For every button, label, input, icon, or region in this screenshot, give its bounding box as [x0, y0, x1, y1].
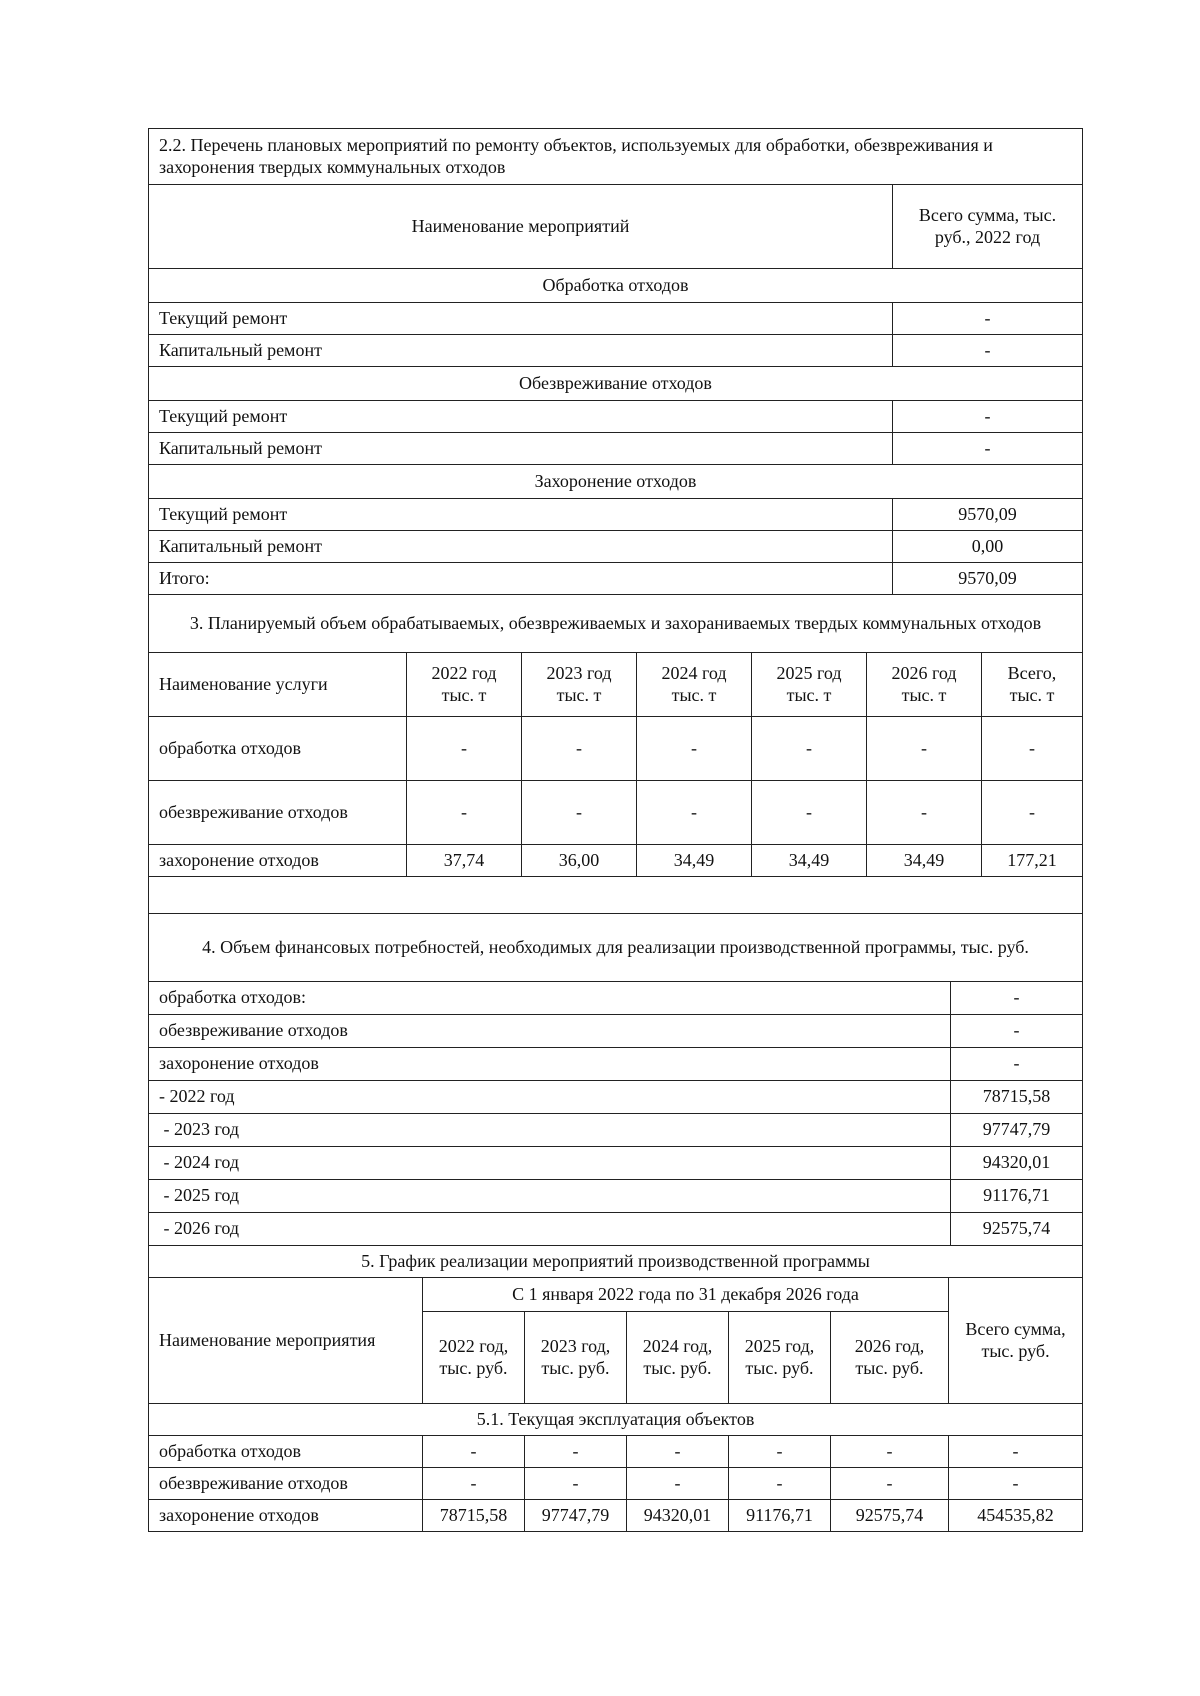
cell-value: -: [522, 781, 637, 845]
group-title: Обезвреживание отходов: [149, 367, 1083, 401]
row-name: - 2024 год: [149, 1147, 951, 1180]
total-label: Итого:: [149, 563, 893, 595]
cell-value: 91176,71: [729, 1500, 831, 1532]
cell-value: 34,49: [867, 845, 982, 877]
row-name: обезвреживание отходов: [149, 781, 407, 845]
cell-value: -: [752, 717, 867, 781]
spacer-row: [149, 877, 1083, 914]
section-title: 2.2. Перечень плановых мероприятий по ремонту объектов, используемых для обработки, обезвреживания и захоронения твердых коммунальных отходов: [149, 129, 1083, 185]
row-name: захоронение отходов: [149, 1500, 423, 1532]
row-name: Капитальный ремонт: [149, 433, 893, 465]
cell-value: -: [867, 781, 982, 845]
cell-value: -: [637, 781, 752, 845]
row-name: Капитальный ремонт: [149, 531, 893, 563]
cell-value: -: [831, 1468, 949, 1500]
column-header: 2022 год тыс. т: [407, 653, 522, 717]
period-header: С 1 января 2022 года по 31 декабря 2026 года: [423, 1278, 949, 1312]
column-header: 2026 год тыс. т: [867, 653, 982, 717]
column-header-name: Наименование мероприятий: [149, 185, 893, 269]
row-value: -: [951, 1015, 1083, 1048]
row-value: -: [893, 401, 1083, 433]
cell-value: -: [949, 1436, 1083, 1468]
row-name: обезвреживание отходов: [149, 1015, 951, 1048]
cell-value: 97747,79: [525, 1500, 627, 1532]
row-name: обработка отходов:: [149, 982, 951, 1015]
section-title: 3. Планируемый объем обрабатываемых, обезвреживаемых и захораниваемых твердых коммунальных отходов: [149, 595, 1083, 653]
year-header: 2026 год, тыс. руб.: [831, 1312, 949, 1404]
cell-value: 34,49: [752, 845, 867, 877]
row-name: Текущий ремонт: [149, 303, 893, 335]
row-name: - 2022 год: [149, 1081, 951, 1114]
cell-value: -: [752, 781, 867, 845]
cell-value: 36,00: [522, 845, 637, 877]
row-value: 97747,79: [951, 1114, 1083, 1147]
cell-value: 94320,01: [627, 1500, 729, 1532]
row-value: -: [893, 303, 1083, 335]
column-header: Всего, тыс. т: [982, 653, 1083, 717]
column-header: 2024 год тыс. т: [637, 653, 752, 717]
cell-value: -: [627, 1468, 729, 1500]
cell-value: -: [627, 1436, 729, 1468]
row-value: -: [951, 982, 1083, 1015]
cell-value: -: [831, 1436, 949, 1468]
total-value: 9570,09: [893, 563, 1083, 595]
cell-value: -: [982, 781, 1083, 845]
cell-value: -: [525, 1468, 627, 1500]
cell-value: -: [867, 717, 982, 781]
cell-value: 34,49: [637, 845, 752, 877]
cell-value: 92575,74: [831, 1500, 949, 1532]
row-name: - 2023 год: [149, 1114, 951, 1147]
cell-value: 177,21: [982, 845, 1083, 877]
row-value: -: [951, 1048, 1083, 1081]
row-value: -: [893, 335, 1083, 367]
row-value: 91176,71: [951, 1180, 1083, 1213]
cell-value: -: [949, 1468, 1083, 1500]
cell-value: -: [729, 1468, 831, 1500]
cell-value: 454535,82: [949, 1500, 1083, 1532]
cell-value: -: [729, 1436, 831, 1468]
cell-value: -: [407, 717, 522, 781]
section-title: 4. Объем финансовых потребностей, необходимых для реализации производственной программы, тыс. руб.: [149, 914, 1083, 982]
cell-value: -: [637, 717, 752, 781]
row-value: 9570,09: [893, 499, 1083, 531]
cell-value: -: [525, 1436, 627, 1468]
cell-value: -: [982, 717, 1083, 781]
schedule-table: [148, 1245, 1083, 1532]
row-value: -: [893, 433, 1083, 465]
year-header: 2025 год, тыс. руб.: [729, 1312, 831, 1404]
cell-value: -: [423, 1436, 525, 1468]
cell-value: 37,74: [407, 845, 522, 877]
year-header: 2022 год, тыс. руб.: [423, 1312, 525, 1404]
subsection-title: 5.1. Текущая эксплуатация объектов: [149, 1404, 1083, 1436]
column-header: Наименование услуги: [149, 653, 407, 717]
row-value: 0,00: [893, 531, 1083, 563]
column-header-total: Всего сумма, тыс. руб.: [949, 1278, 1083, 1404]
year-header: 2023 год, тыс. руб.: [525, 1312, 627, 1404]
cell-value: 78715,58: [423, 1500, 525, 1532]
year-header: 2024 год, тыс. руб.: [627, 1312, 729, 1404]
cell-value: -: [522, 717, 637, 781]
row-name: обезвреживание отходов: [149, 1468, 423, 1500]
row-name: - 2026 год: [149, 1213, 951, 1246]
row-name: Текущий ремонт: [149, 401, 893, 433]
finance-table: [148, 913, 1083, 1246]
document-page: [148, 128, 1082, 1532]
column-header: 2025 год тыс. т: [752, 653, 867, 717]
section-title: 5. График реализации мероприятий производственной программы: [149, 1246, 1083, 1278]
row-value: 78715,58: [951, 1081, 1083, 1114]
group-title: Обработка отходов: [149, 269, 1083, 303]
row-name: обработка отходов: [149, 717, 407, 781]
row-value: 92575,74: [951, 1213, 1083, 1246]
column-header-name: Наименование мероприятия: [149, 1278, 423, 1404]
row-name: захоронение отходов: [149, 845, 407, 877]
group-title: Захоронение отходов: [149, 465, 1083, 499]
row-value: 94320,01: [951, 1147, 1083, 1180]
repair-plan-table: [148, 128, 1083, 595]
row-name: обработка отходов: [149, 1436, 423, 1468]
row-name: Капитальный ремонт: [149, 335, 893, 367]
row-name: захоронение отходов: [149, 1048, 951, 1081]
volume-table: [148, 594, 1083, 914]
row-name: - 2025 год: [149, 1180, 951, 1213]
column-header: 2023 год тыс. т: [522, 653, 637, 717]
row-name: Текущий ремонт: [149, 499, 893, 531]
cell-value: -: [423, 1468, 525, 1500]
column-header-sum: Всего сумма, тыс. руб., 2022 год: [893, 185, 1083, 269]
cell-value: -: [407, 781, 522, 845]
